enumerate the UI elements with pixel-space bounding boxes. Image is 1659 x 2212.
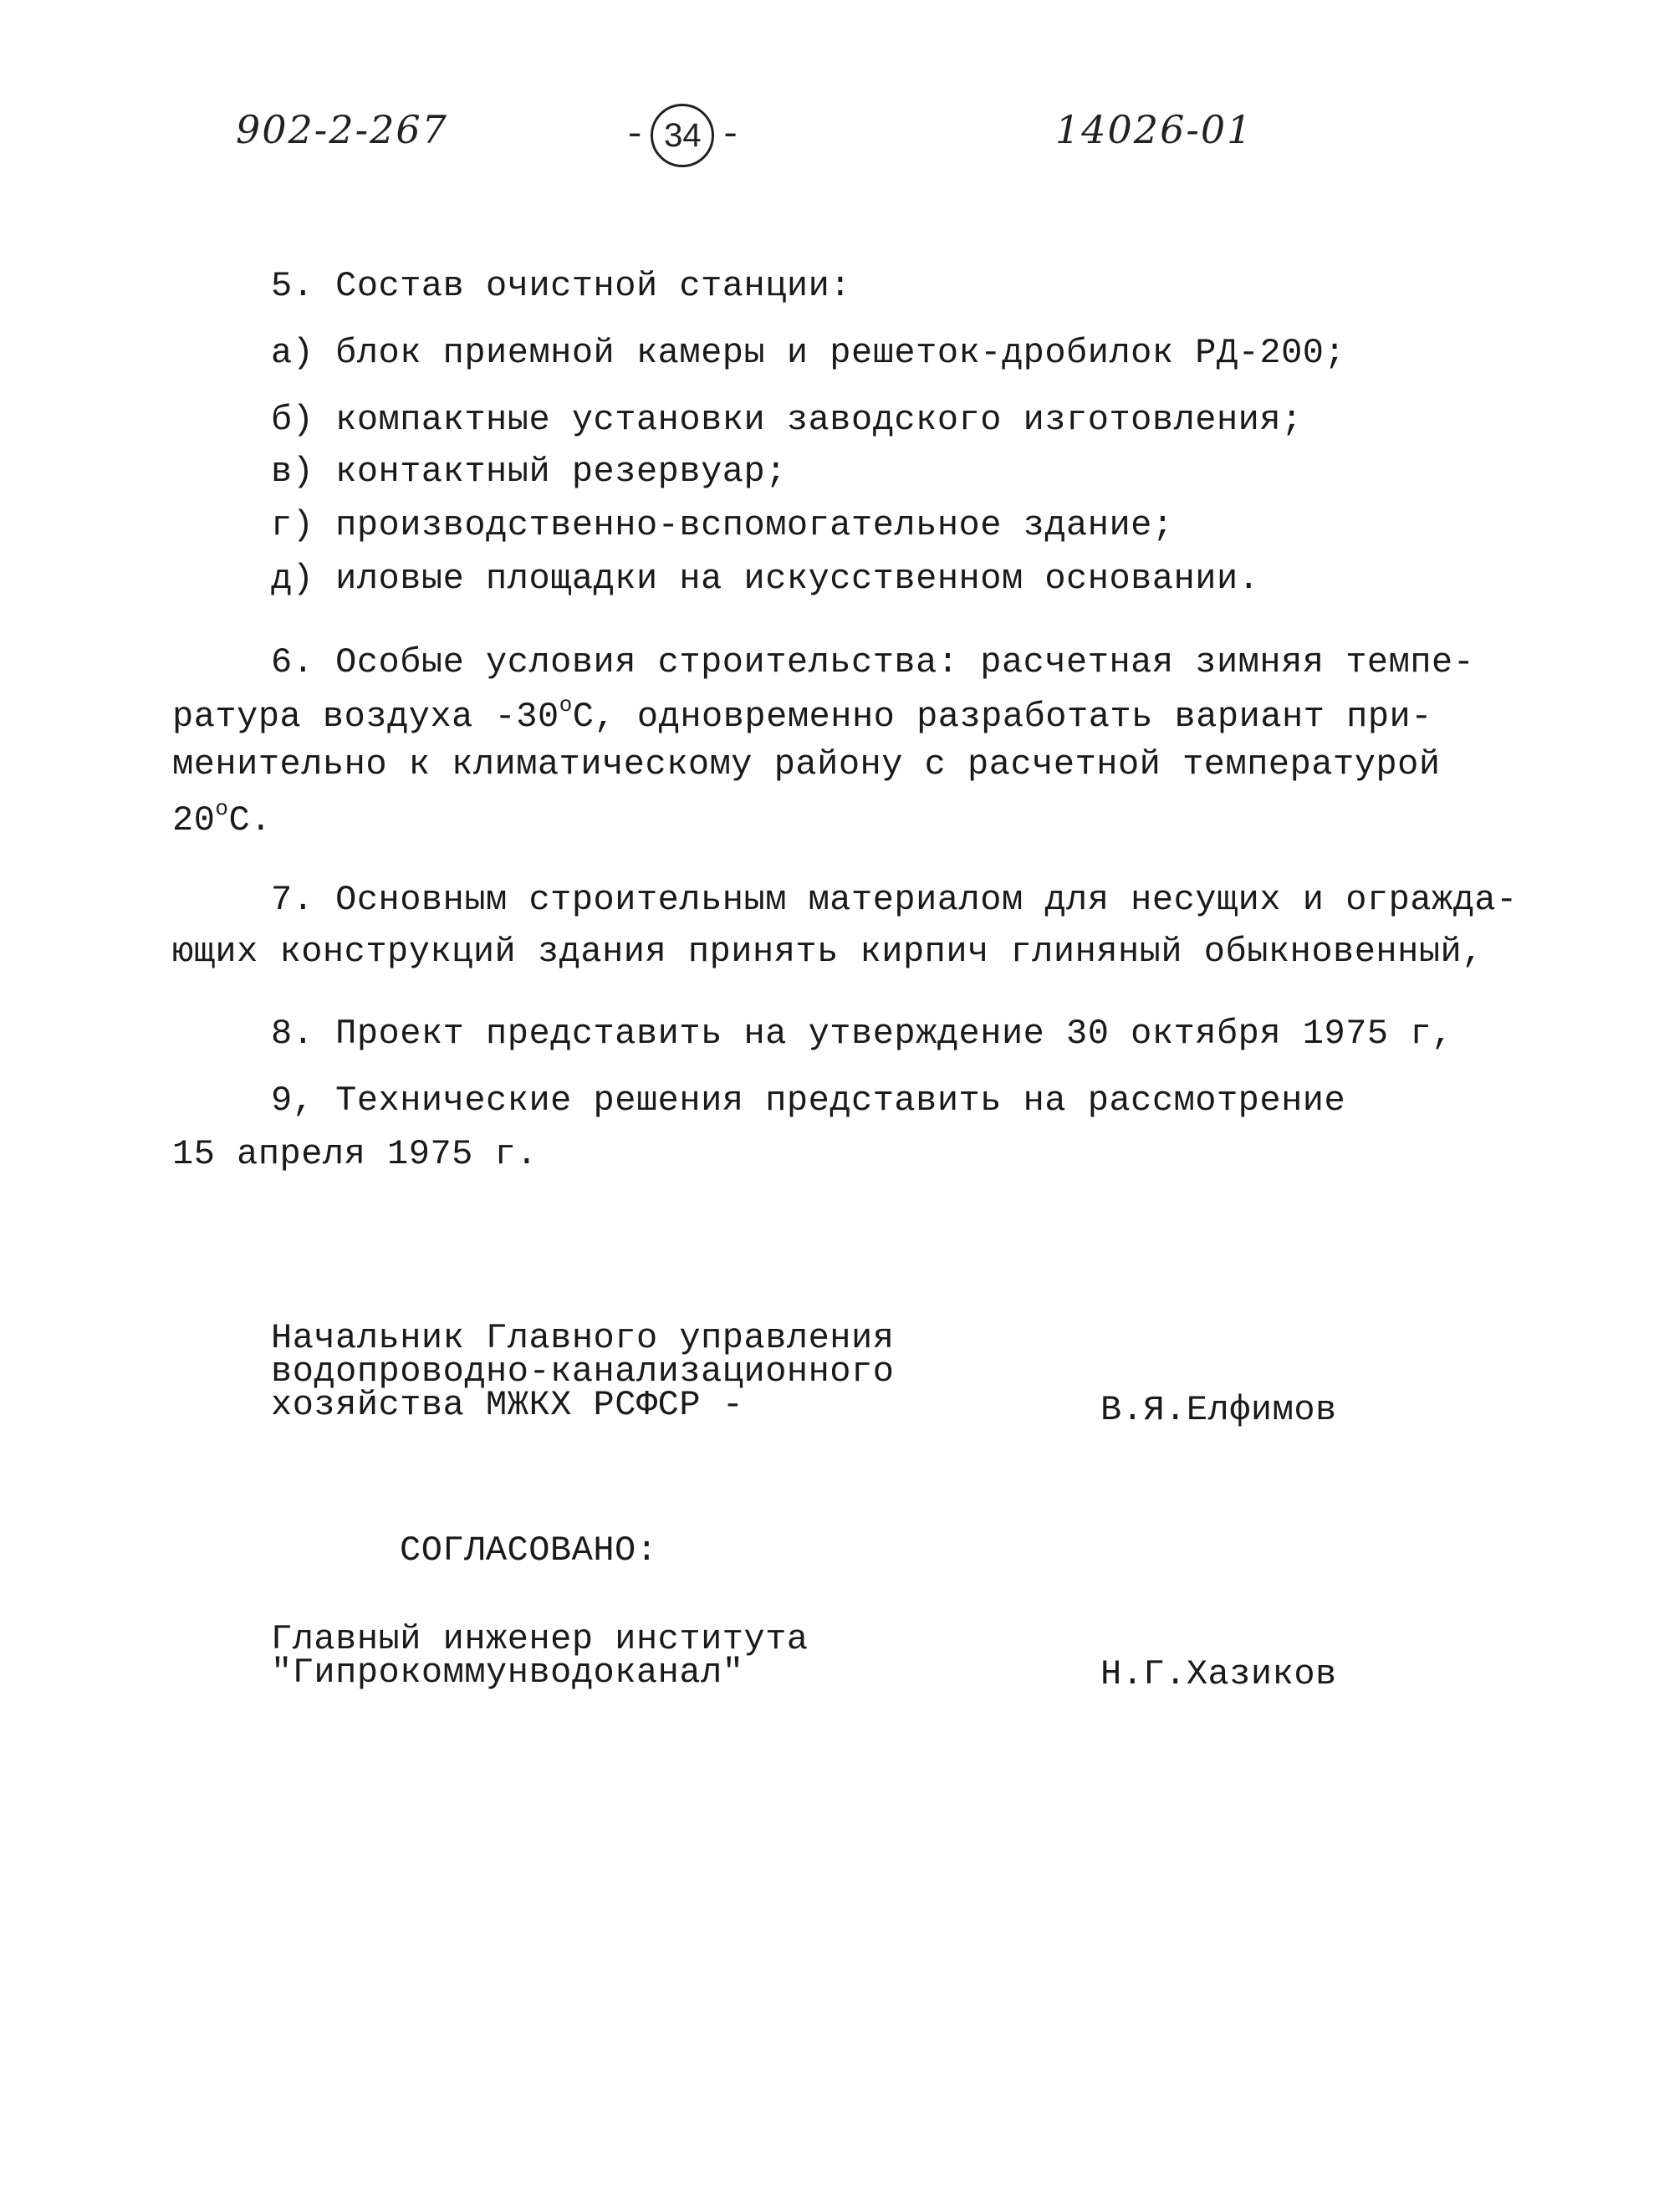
header-left-code: 902-2-267 xyxy=(236,107,448,152)
page-number-circle: 34 xyxy=(651,104,714,167)
section5-item-b: б) компактные установки заводского изготовления; xyxy=(271,400,1303,440)
signature1-line2: водопроводно-канализационного xyxy=(271,1351,895,1392)
section9-line1: 9, Технические решения представить на рассмотрение xyxy=(271,1080,1346,1121)
section6-line4-post: С. xyxy=(228,800,272,840)
section5-item-c: в) контактный резервуар; xyxy=(271,452,787,492)
section6-line2 xyxy=(172,692,1432,737)
section5-item-e: д) иловые площадки на искусственном основании. xyxy=(271,559,1260,599)
page-number-dash-right: - xyxy=(719,115,742,156)
section6-line4-pre: 20 xyxy=(172,800,216,840)
signature2-name: Н.Г.Хазиков xyxy=(1100,1654,1337,1694)
section6-line2-post: С, одновременно разработать вариант при- xyxy=(572,697,1432,737)
signature2-line1: Главный инженер института xyxy=(271,1619,809,1659)
degree-sign: о xyxy=(215,796,229,821)
section5-item-a: а) блок приемной камеры и решеток-дробилок РД-200; xyxy=(271,333,1346,373)
section9-line2: 15 апреля 1975 г. xyxy=(172,1134,538,1174)
header-right-code: 14026-01 xyxy=(1055,107,1253,152)
section7-line1: 7. Основным строительным материалом для несущих и огражда- xyxy=(271,880,1518,920)
section7-line2: ющих конструкций здания принять кирпич глиняный обыкновенный, xyxy=(172,932,1483,972)
signature2-line2: "Гипрокоммунводоканал" xyxy=(271,1653,744,1693)
signature1-name: В.Я.Елфимов xyxy=(1100,1390,1337,1430)
section5-item-d: г) производственно-вспомогательное здание; xyxy=(271,505,1174,545)
page-number-dash-left: - xyxy=(624,115,646,156)
signature1-line1: Начальник Главного управления xyxy=(271,1318,895,1358)
section6-line4 xyxy=(172,796,272,840)
signature1-line3: хозяйства МЖКХ РСФСР - xyxy=(271,1385,744,1425)
page-number xyxy=(624,104,742,167)
section6-line2-pre: ратура воздуха -30 xyxy=(172,697,559,737)
section6-line3: менительно к климатическому району с расчетной температурой xyxy=(172,744,1441,784)
agreed-label: СОГЛАСОВАНО: xyxy=(400,1530,658,1571)
section6-line1: 6. Особые условия строительства: расчетная зимняя темпе- xyxy=(271,642,1475,682)
section8-line1: 8. Проект представить на утверждение 30 октября 1975 г, xyxy=(271,1014,1453,1054)
section5-title: 5. Состав очистной станции: xyxy=(271,266,852,306)
degree-sign: о xyxy=(559,692,573,718)
